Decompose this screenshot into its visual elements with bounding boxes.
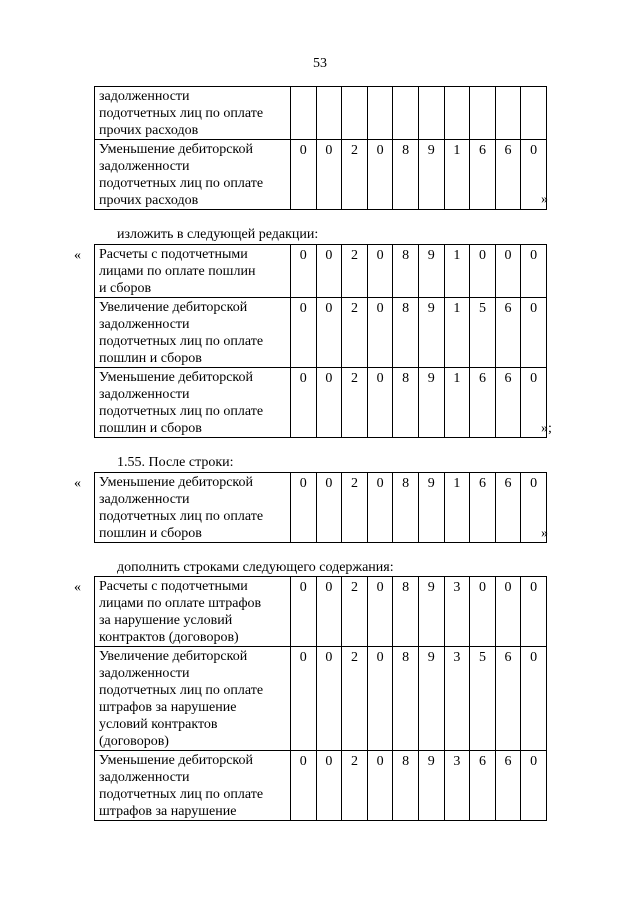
label-line: Уменьшение дебиторской: [99, 753, 254, 768]
digit-cell: 8: [393, 140, 419, 210]
digit-cell: 6: [495, 298, 521, 368]
label-line: (договоров): [99, 734, 169, 749]
table-row: [95, 140, 547, 210]
label-line: задолженности: [99, 666, 190, 681]
digit-cell: 6: [495, 140, 521, 210]
label-line: прочих расходов: [99, 193, 199, 208]
digit-cell: 8: [393, 368, 419, 438]
close-quote-1: »: [541, 192, 548, 207]
digit-cell: 0: [470, 577, 496, 647]
digit-cell: 2: [342, 751, 368, 821]
digit-cell: 2: [342, 368, 368, 438]
digit-cell: [521, 87, 547, 140]
digit-cell: 0: [495, 577, 521, 647]
label-line: Уменьшение дебиторской: [99, 370, 254, 385]
label-line: пошлин и сборов: [99, 421, 202, 436]
digit-cell: 9: [418, 647, 444, 751]
digit-cell: [495, 87, 521, 140]
digit-cell: 6: [495, 647, 521, 751]
digit-cell: 6: [470, 140, 496, 210]
digit-cell: 0: [470, 245, 496, 298]
label-line: штрафов за нарушение: [99, 804, 237, 819]
row-label: [95, 245, 291, 298]
digit-cell: 2: [342, 245, 368, 298]
label-line: подотчетных лиц по оплате: [99, 509, 264, 524]
digit-cell: 8: [393, 751, 419, 821]
page-number: 53: [313, 56, 327, 71]
close-quote-2: »;: [541, 421, 552, 436]
digit-cell: 8: [393, 298, 419, 368]
digit-cell: 9: [418, 473, 444, 543]
label-line: задолженности: [99, 492, 190, 507]
label-line: подотчетных лиц по оплате: [99, 787, 264, 802]
digit-cell: 6: [470, 368, 496, 438]
digit-cell: 0: [291, 647, 317, 751]
label-line: контрактов (договоров): [99, 630, 239, 645]
label-line: подотчетных лиц по оплате: [99, 683, 264, 698]
row-label: [95, 751, 291, 821]
label-line: лицами по оплате штрафов: [99, 596, 262, 611]
label-line: прочих расходов: [99, 123, 199, 138]
digit-cell: 0: [367, 140, 393, 210]
digit-cell: 0: [291, 245, 317, 298]
table-row: [95, 751, 547, 821]
label-line: задолженности: [99, 770, 190, 785]
label-line: Увеличение дебиторской: [99, 649, 248, 664]
label-line: и сборов: [99, 281, 152, 296]
digit-cell: 0: [316, 368, 342, 438]
label-line: подотчетных лиц по оплате: [99, 404, 264, 419]
digit-cell: 2: [342, 140, 368, 210]
digit-cell: 9: [418, 751, 444, 821]
digit-cell: 0: [316, 298, 342, 368]
digit-cell: 0: [367, 647, 393, 751]
digit-cell: 5: [470, 647, 496, 751]
digit-cell: 1: [444, 473, 470, 543]
digit-cell: 3: [444, 577, 470, 647]
table-row: [95, 577, 547, 647]
digit-cell: 0: [367, 368, 393, 438]
digit-cell: 9: [418, 298, 444, 368]
digit-cell: 0: [367, 298, 393, 368]
digit-cell: 0: [291, 140, 317, 210]
digit-cell: 2: [342, 647, 368, 751]
digit-cell: 2: [342, 577, 368, 647]
digit-cell: 6: [495, 473, 521, 543]
digit-cell: 8: [393, 473, 419, 543]
table-row: [95, 647, 547, 751]
digit-cell: 0: [521, 298, 547, 368]
label-line: условий контрактов: [99, 717, 218, 732]
row-label: [95, 87, 291, 140]
digit-cell: 9: [418, 140, 444, 210]
open-quote-2: «: [74, 248, 81, 263]
open-quote-3: «: [74, 476, 81, 491]
digit-cell: 0: [521, 368, 547, 438]
table-row: [95, 298, 547, 368]
digit-cell: 0: [367, 473, 393, 543]
row-label: [95, 647, 291, 751]
digit-cell: 9: [418, 368, 444, 438]
digit-cell: 0: [316, 245, 342, 298]
digit-cell: 8: [393, 577, 419, 647]
close-quote-3: »: [541, 526, 548, 541]
digit-cell: 6: [495, 751, 521, 821]
digit-cell: [470, 87, 496, 140]
digit-cell: 3: [444, 751, 470, 821]
digit-cell: [291, 87, 317, 140]
account-table-3: [94, 472, 547, 543]
digit-cell: [316, 87, 342, 140]
digit-cell: 0: [521, 751, 547, 821]
row-label: [95, 577, 291, 647]
label-line: штрафов за нарушение: [99, 700, 237, 715]
row-label: [95, 473, 291, 543]
digit-cell: [393, 87, 419, 140]
digit-cell: 9: [418, 245, 444, 298]
digit-cell: [342, 87, 368, 140]
label-line: Расчеты с подотчетными: [99, 247, 248, 262]
paragraph-supplement: дополнить строками следующего содержания:: [117, 560, 394, 575]
label-line: подотчетных лиц по оплате: [99, 334, 264, 349]
label-line: Увеличение дебиторской: [99, 300, 248, 315]
digit-cell: 0: [316, 473, 342, 543]
digit-cell: 0: [291, 368, 317, 438]
label-line: Уменьшение дебиторской: [99, 475, 254, 490]
digit-cell: 5: [470, 298, 496, 368]
digit-cell: 0: [521, 473, 547, 543]
paragraph-redaction: изложить в следующей редакции:: [117, 227, 319, 242]
digit-cell: 1: [444, 298, 470, 368]
table-row: [95, 368, 547, 438]
label-line: Уменьшение дебиторской: [99, 142, 254, 157]
digit-cell: 0: [495, 245, 521, 298]
table-row: [95, 87, 547, 140]
label-line: задолженности: [99, 387, 190, 402]
digit-cell: 0: [521, 577, 547, 647]
digit-cell: 0: [291, 473, 317, 543]
digit-cell: 6: [470, 751, 496, 821]
digit-cell: 8: [393, 245, 419, 298]
digit-cell: 0: [291, 577, 317, 647]
digit-cell: 0: [291, 751, 317, 821]
digit-cell: 0: [316, 577, 342, 647]
label-line: подотчетных лиц по оплате: [99, 106, 264, 121]
open-quote-4: «: [74, 580, 81, 595]
label-line: задолженности: [99, 159, 190, 174]
label-line: лицами по оплате пошлин: [99, 264, 256, 279]
digit-cell: 0: [291, 298, 317, 368]
account-table-2: [94, 244, 547, 438]
label-line: Расчеты с подотчетными: [99, 579, 248, 594]
digit-cell: 0: [367, 245, 393, 298]
row-label: [95, 368, 291, 438]
digit-cell: 0: [367, 751, 393, 821]
row-label: [95, 140, 291, 210]
digit-cell: [367, 87, 393, 140]
label-line: пошлин и сборов: [99, 526, 202, 541]
digit-cell: [418, 87, 444, 140]
digit-cell: 3: [444, 647, 470, 751]
digit-cell: 0: [521, 647, 547, 751]
digit-cell: 1: [444, 140, 470, 210]
table-row: [95, 473, 547, 543]
digit-cell: 2: [342, 473, 368, 543]
digit-cell: 0: [316, 751, 342, 821]
label-line: за нарушение условий: [99, 613, 233, 628]
digit-cell: 0: [521, 140, 547, 210]
digit-cell: 0: [316, 140, 342, 210]
account-table-1: [94, 86, 547, 210]
label-line: пошлин и сборов: [99, 351, 202, 366]
digit-cell: [444, 87, 470, 140]
digit-cell: 0: [521, 245, 547, 298]
label-line: задолженности: [99, 317, 190, 332]
account-table-4: [94, 576, 547, 821]
table-row: [95, 245, 547, 298]
paragraph-after-line: 1.55. После строки:: [117, 455, 234, 470]
digit-cell: 0: [367, 577, 393, 647]
digit-cell: 1: [444, 245, 470, 298]
digit-cell: 6: [495, 368, 521, 438]
label-line: задолженности: [99, 89, 190, 104]
label-line: подотчетных лиц по оплате: [99, 176, 264, 191]
digit-cell: 2: [342, 298, 368, 368]
digit-cell: 8: [393, 647, 419, 751]
digit-cell: 1: [444, 368, 470, 438]
digit-cell: 6: [470, 473, 496, 543]
digit-cell: 0: [316, 647, 342, 751]
digit-cell: 9: [418, 577, 444, 647]
row-label: [95, 298, 291, 368]
